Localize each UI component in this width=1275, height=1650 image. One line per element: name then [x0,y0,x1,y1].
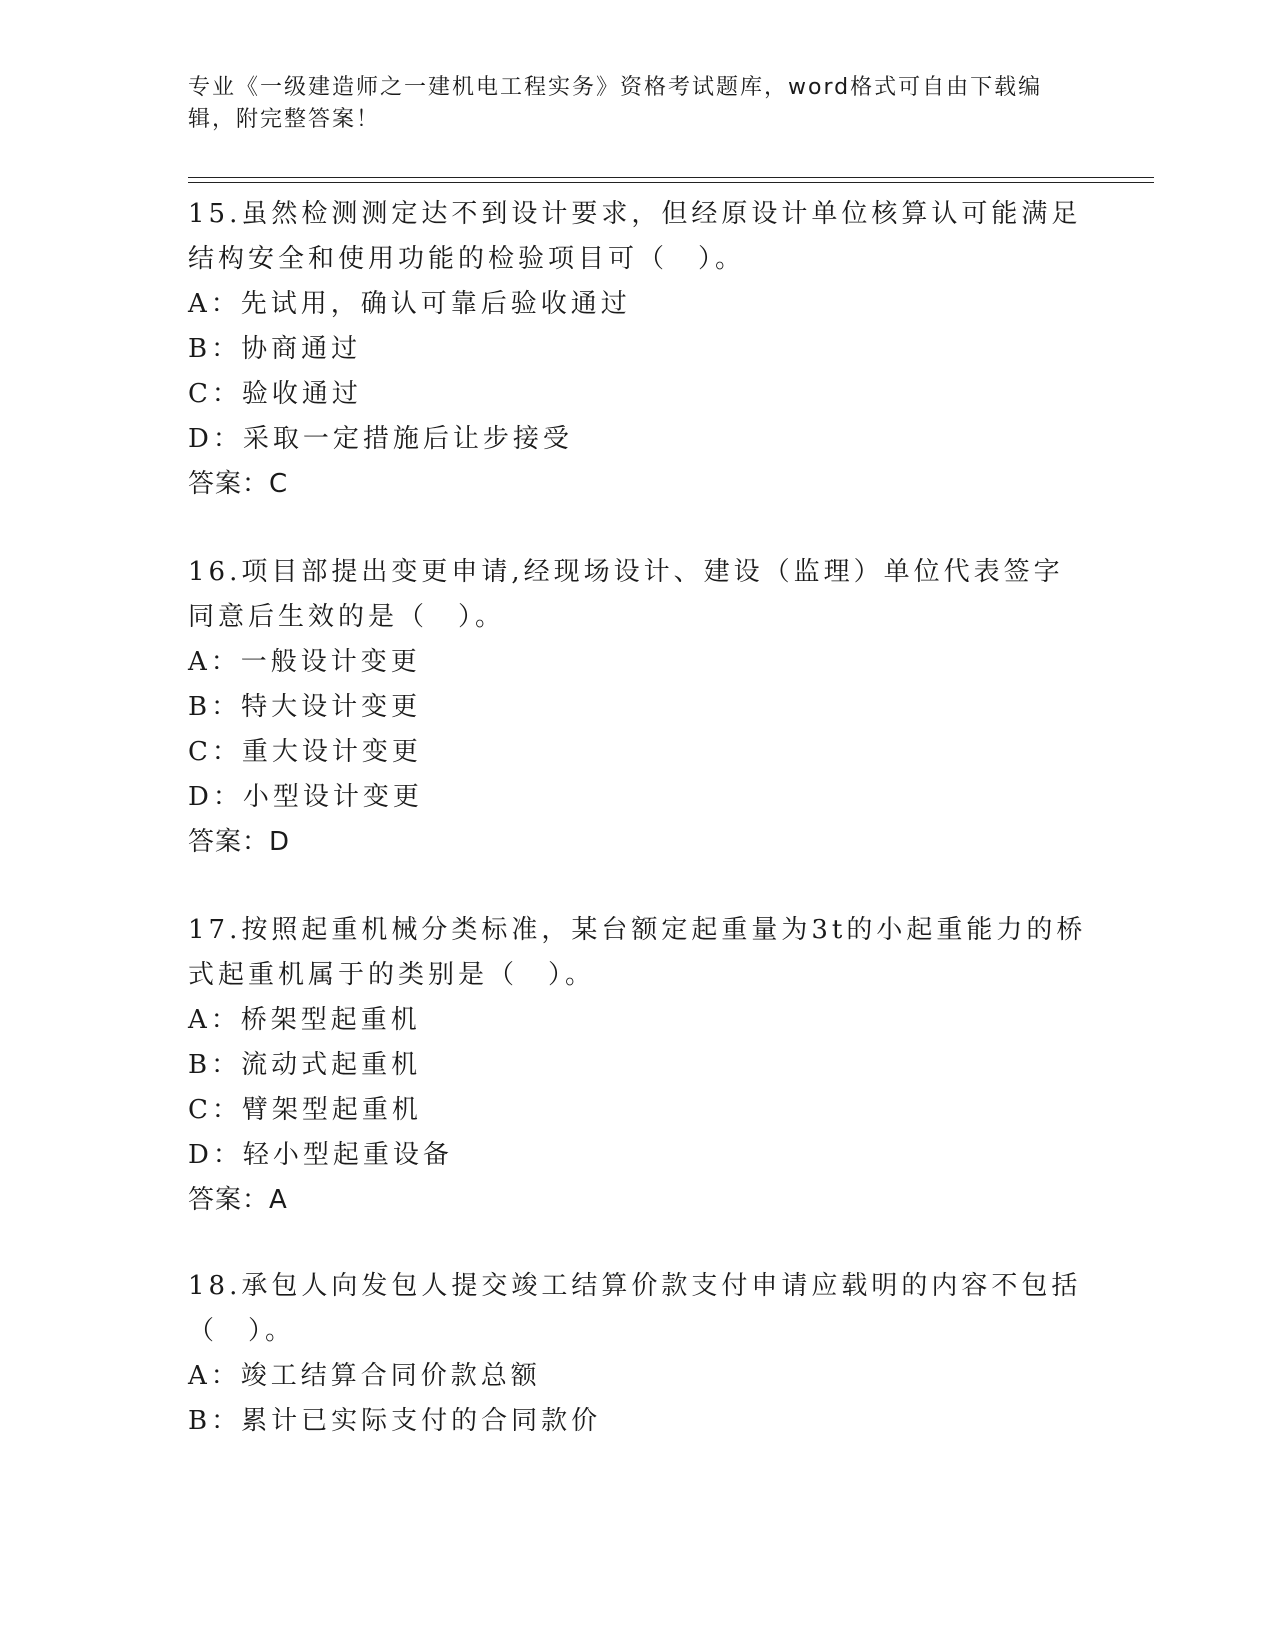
option-b: B：累计已实际支付的合同款价 [188,1406,602,1436]
question-list [188,190,1088,1485]
document-header: 专业《一级建造师之一建机电工程实务》资格考试题库，word格式可自由下载编辑，附完整答案！ [188,75,1043,132]
option-a: A：桥架型起重机 [188,1005,421,1035]
option-a: A：先试用，确认可靠后验收通过 [188,289,631,319]
option-b: B：特大设计变更 [188,692,422,722]
option-d: D：小型设计变更 [188,782,423,812]
option-b: B：流动式起重机 [188,1050,422,1080]
header-rule-bottom [188,182,1154,183]
question-16 [188,548,1088,865]
question-17 [188,906,1088,1223]
question-stem: 15.虽然检测测定达不到设计要求，但经原设计单位核算认可能满足结构安全和使用功能的检验项目可（ ）。 [188,199,1082,274]
option-c: C：验收通过 [188,379,362,409]
option-a: A：一般设计变更 [188,647,421,677]
option-c: C：重大设计变更 [188,737,422,767]
header-rule-top [188,177,1154,178]
question-15 [188,190,1088,507]
option-d: D：轻小型起重设备 [188,1140,453,1170]
question-18 [188,1264,1088,1444]
option-b: B：协商通过 [188,334,362,364]
answer: 答案：D [188,827,291,857]
question-stem: 16.项目部提出变更申请,经现场设计、建设（监理）单位代表签字同意后生效的是（ ）。 [188,557,1064,632]
option-c: C：臂架型起重机 [188,1095,422,1125]
answer: 答案：A [188,1185,288,1215]
question-stem: 17.按照起重机械分类标准，某台额定起重量为3t的小起重能力的桥式起重机属于的类别是（ ）。 [188,915,1087,990]
question-stem: 18.承包人向发包人提交竣工结算价款支付申请应载明的内容不包括（ ）。 [188,1271,1082,1346]
answer: 答案：C [188,469,289,499]
option-a: A：竣工结算合同价款总额 [188,1361,541,1391]
option-d: D：采取一定措施后让步接受 [188,424,573,454]
